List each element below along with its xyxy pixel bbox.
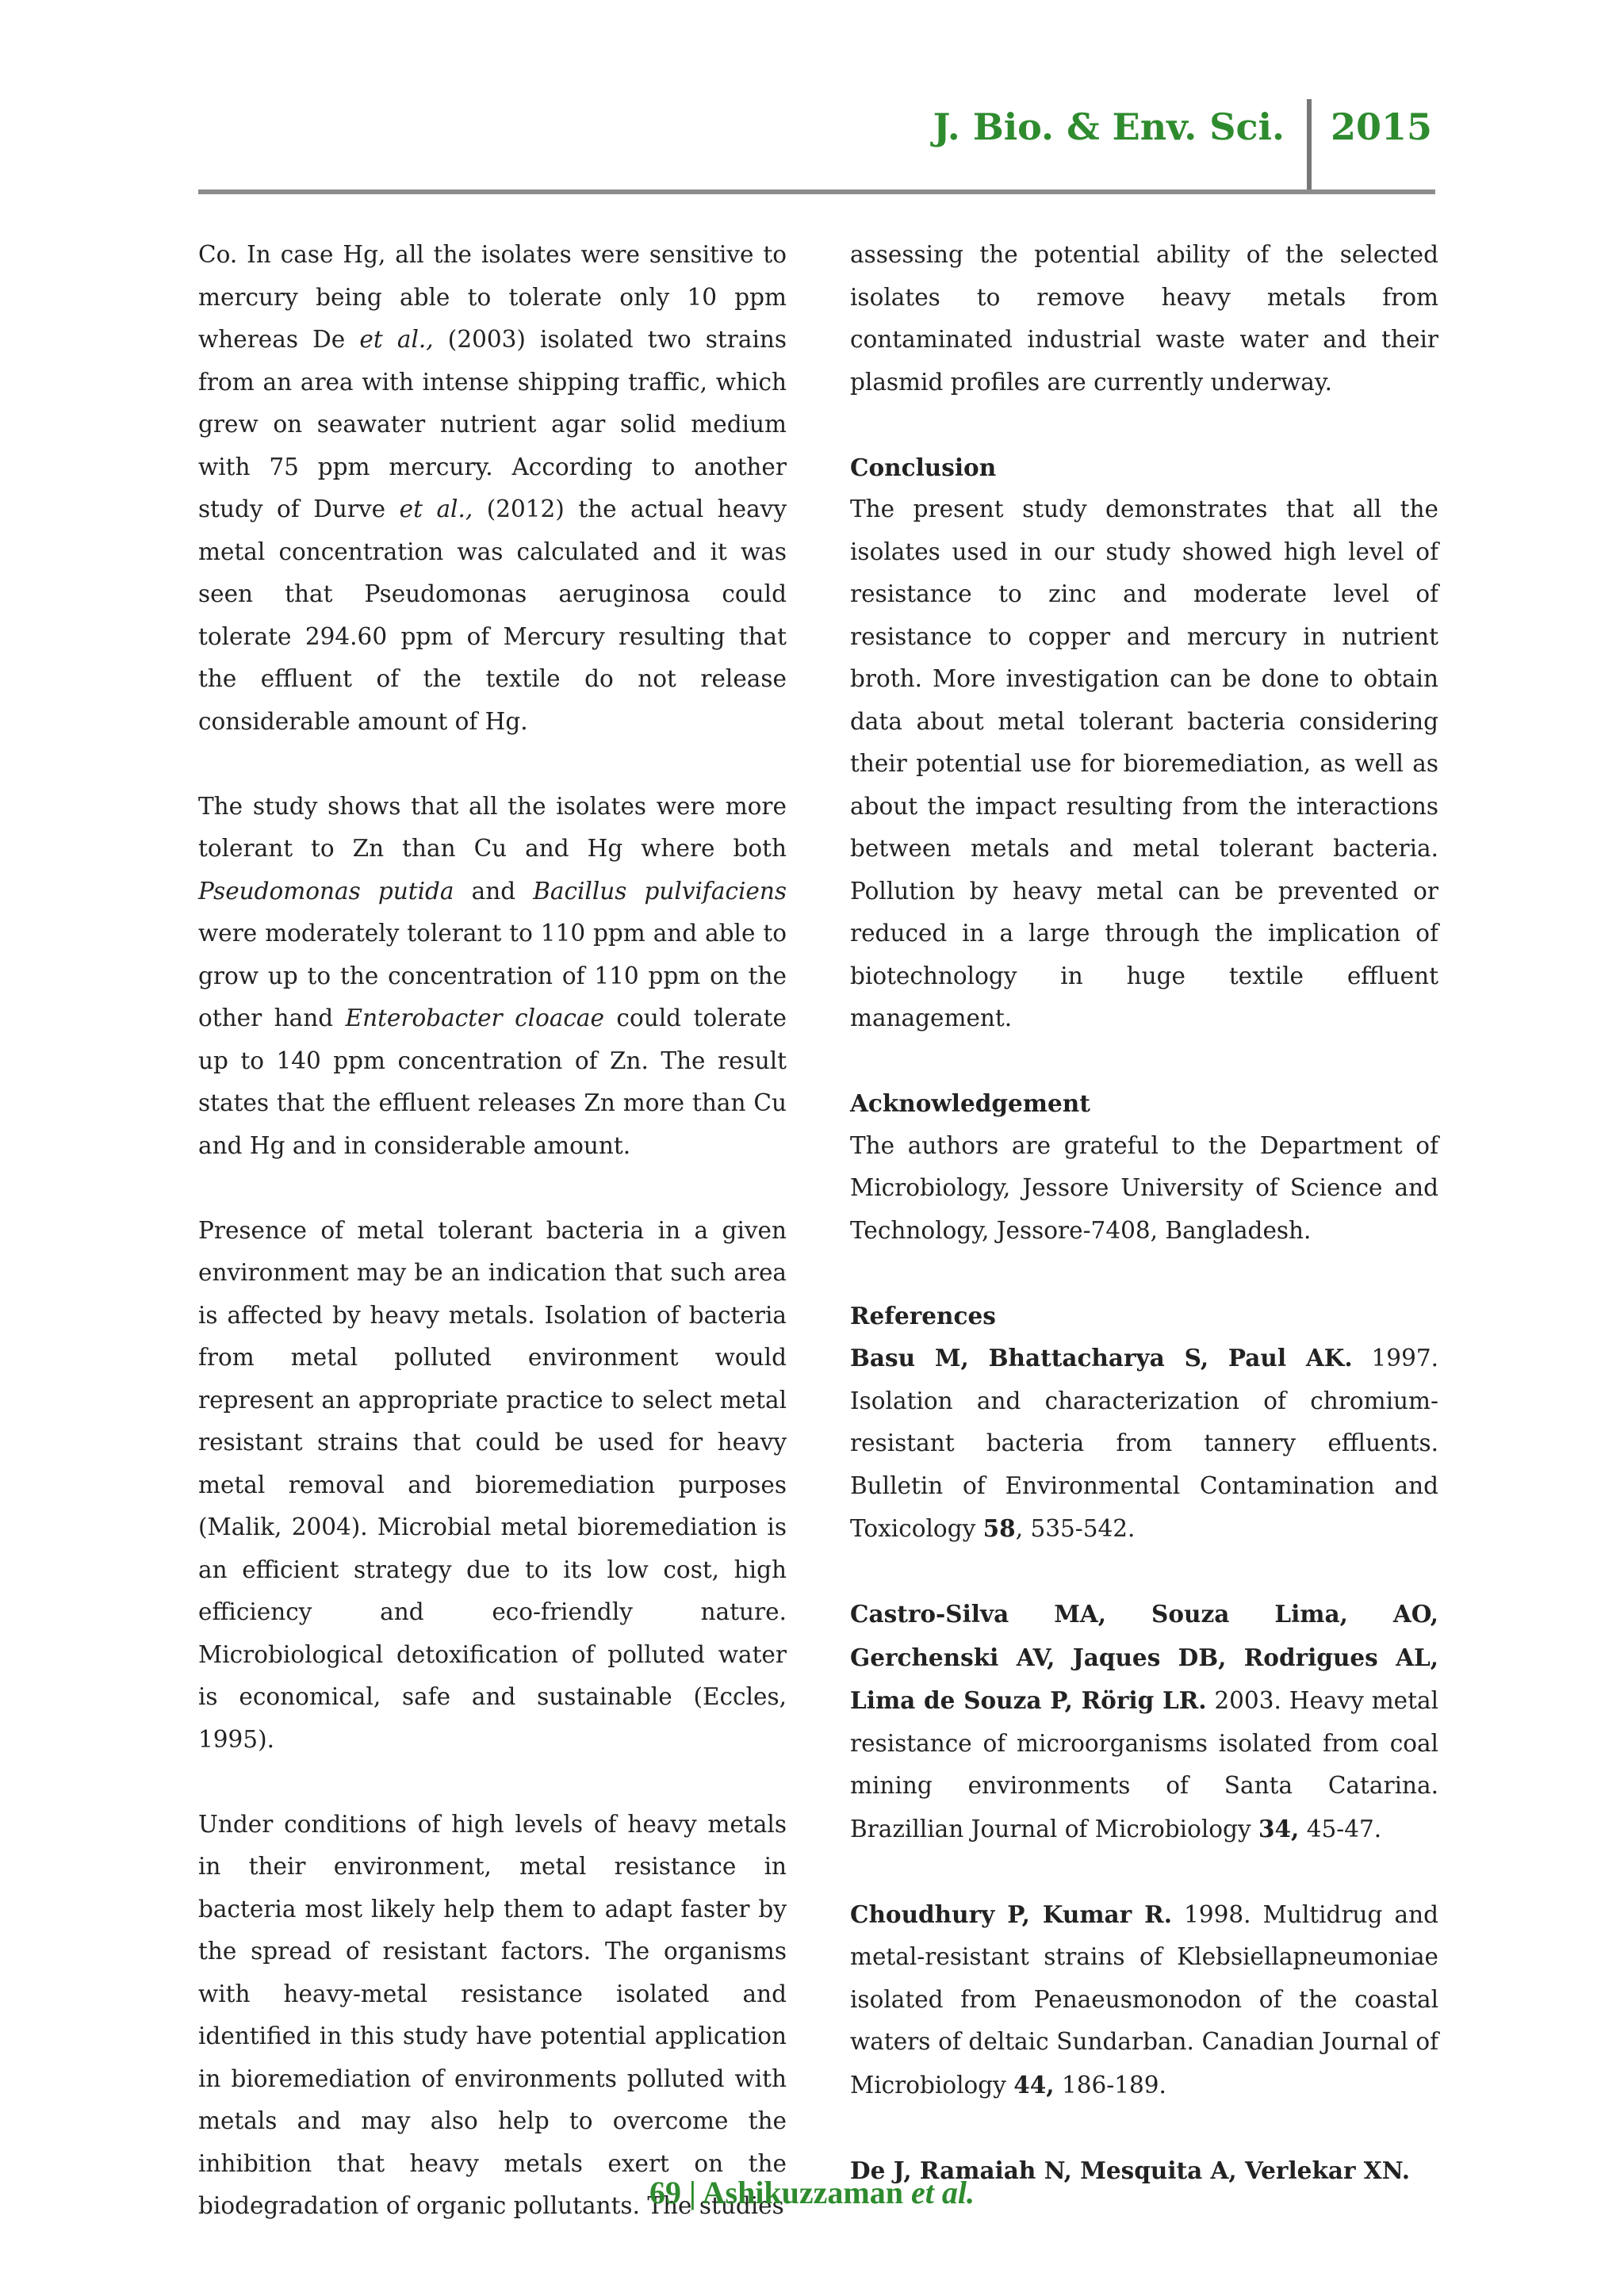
reference-item: Castro-Silva MA, Souza Lima, AO, Gerchenski AV, Jaques DB, Rodrigues AL, Lima de Souza P, Rörig LR. 2003. Heavy metal resistance of microorganisms isolated from coal mining environments of Santa Catarina. Brazillian Journal of Microbiology 34, 45-47. xyxy=(850,1600,1438,1843)
left-column xyxy=(198,234,787,2228)
reference-item: Basu M, Bhattacharya S, Paul AK. 1997. Isolation and characterization of chromium-resistant bacteria from tannery effluents. Bulletin of Environmental Contamination and Toxicology 58, 535-542. xyxy=(850,1344,1438,1542)
page-number-author: 69 | Ashikuzzaman xyxy=(649,2175,911,2210)
right-column xyxy=(850,234,1438,2192)
header-rule xyxy=(198,189,1435,194)
paragraph-conditions: Under conditions of high levels of heavy metals in their environment, metal resistance in bacteria most likely help them to adapt faster by the spread of resistant factors. The organisms with heavy-metal resistance isolated and identified in this study have potential application in bioremediation of environments polluted with metals and may also help to overcome the inhibition that heavy metals exert on the biodegradation of organic pollutants. The studies xyxy=(198,1810,787,2219)
paragraph-continuation: assessing the potential ability of the selected isolates to remove heavy metals from contaminated industrial waste water and their plasmid profiles are currently underway. xyxy=(850,241,1438,396)
journal-name: J. Bio. & Env. Sci. xyxy=(933,105,1285,148)
acknowledgement-text: The authors are grateful to the Department of Microbiology, Jessore University of Science and Technology, Jessore-7408, Bangladesh. xyxy=(850,1131,1438,1244)
paragraph-zinc: The study shows that all the isolates were more tolerant to Zn than Cu and Hg where both Pseudomonas putida and Bacillus pulvifaciens were moderately tolerant to 110 ppm and able to grow up to the concentration of 110 ppm on the other hand Enterobacter cloacae could tolerate up to 140 ppm concentration of Zn. The result states that the effluent releases Zn more than Cu and Hg and in considerable amount. xyxy=(198,792,787,1159)
reference-item: De J, Ramaiah N, Mesquita A, Verlekar XN. xyxy=(850,2156,1411,2184)
page-header xyxy=(198,99,1435,194)
conclusion-text: The present study demonstrates that all the isolates used in our study showed high level of resistance to zinc and moderate level of resistance to copper and mercury in nutrient broth. More investigation can be done to obtain data about metal tolerant bacteria considering their potential use for bioremediation, as well as about the impact resulting from the interactions between metals and metal tolerant bacteria. Pollution by heavy metal can be prevented or reduced in a large through the implication of biotechnology in huge textile effluent management. xyxy=(850,496,1438,1031)
header-divider xyxy=(1307,99,1312,194)
references-heading: References xyxy=(850,1301,996,1330)
journal-year: 2015 xyxy=(1331,105,1433,148)
et-al: et al. xyxy=(911,2175,975,2210)
paragraph-mercury: Co. In case Hg, all the isolates were sensitive to mercury being able to tolerate only 10 ppm whereas De et al., (2003) isolated two strains from an area with intense shipping traffic, which grew on seawater nutrient agar solid medium with 75 ppm mercury. According to another study of Durve et al., (2012) the actual heavy metal concentration was calculated and it was seen that Pseudomonas aeruginosa could tolerate 294.60 ppm of Mercury resulting that the effluent of the textile do not release considerable amount of Hg. xyxy=(198,241,787,735)
paragraph-presence: Presence of metal tolerant bacteria in a given environment may be an indication that such area is affected by heavy metals. Isolation of bacteria from metal polluted environment would represent an appropriate practice to select metal resistant strains that could be used for heavy metal removal and bioremediation purposes (Malik, 2004). Microbial metal bioremediation is an efficient strategy due to its low cost, high efficiency and eco-friendly nature. Microbiological detoxification of polluted water is economical, safe and sustainable (Eccles, 1995). xyxy=(198,1216,787,1753)
acknowledgement-heading: Acknowledgement xyxy=(850,1089,1090,1117)
conclusion-heading: Conclusion xyxy=(850,453,997,481)
reference-item: Choudhury P, Kumar R. 1998. Multidrug and metal-resistant strains of Klebsiellapneumoniae isolated from Penaeusmonodon of the coastal waters of deltaic Sundarban. Canadian Journal of Microbiology 44, 186-189. xyxy=(850,1900,1438,2099)
page-footer xyxy=(0,2174,1624,2211)
